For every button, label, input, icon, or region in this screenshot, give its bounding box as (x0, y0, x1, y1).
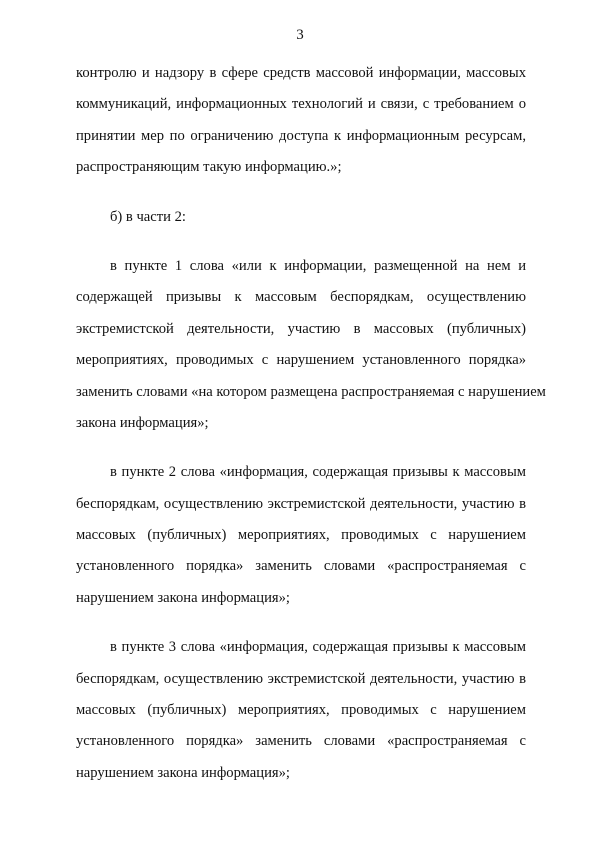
text-line: нарушением закона информация»; (76, 764, 290, 781)
text-line: нарушением закона информация»; (76, 589, 290, 606)
text-line: контролю и надзору в сфере средств массовой информации, массовых (76, 65, 526, 81)
text-line: заменить словами «на котором размещена распространяемая с нарушением (76, 383, 546, 400)
paragraph-item-2 (76, 457, 526, 614)
text-line: установленного порядка» заменить словами «распространяемая с (76, 558, 526, 575)
paragraph-part-2 (76, 202, 526, 233)
text-line: принятии мер по ограничению доступа к информационным ресурсам, (76, 127, 526, 144)
paragraph-item-1 (76, 251, 546, 439)
paragraph-item-3 (76, 632, 526, 789)
text-line: в пункте 2 слова «информация, содержащая призывы к массовым (110, 464, 526, 481)
body-text (76, 58, 546, 789)
text-line: содержащей призывы к массовым беспорядкам, осуществлению (76, 289, 526, 306)
text-line: закона информация»; (76, 414, 209, 431)
paragraph-continuation (76, 58, 526, 184)
page-number: 3 (296, 27, 304, 43)
text-line: установленного порядка» заменить словами «распространяемая с (76, 733, 526, 750)
text-line: в пункте 3 слова «информация, содержащая призывы к массовым (110, 639, 526, 656)
text-line: мероприятиях, проводимых с нарушением установленного порядка» (76, 352, 526, 369)
text-line: в пункте 1 слова «или к информации, размещенной на нем и (110, 257, 526, 274)
text-line: беспорядкам, осуществлению экстремистской деятельности, участию в (76, 670, 526, 687)
text-line: б) в части 2: (110, 208, 186, 225)
text-line: распространяющим такую информацию.»; (76, 159, 342, 176)
text-line: экстремистской деятельности, участию в массовых (публичных) (76, 320, 526, 337)
text-line: беспорядкам, осуществлению экстремистской деятельности, участию в (76, 495, 526, 512)
text-line: массовых (публичных) мероприятиях, проводимых с нарушением (76, 527, 526, 544)
text-line: коммуникаций, информационных технологий и связи, с требованием о (76, 96, 526, 113)
text-line: массовых (публичных) мероприятиях, проводимых с нарушением (76, 702, 526, 719)
